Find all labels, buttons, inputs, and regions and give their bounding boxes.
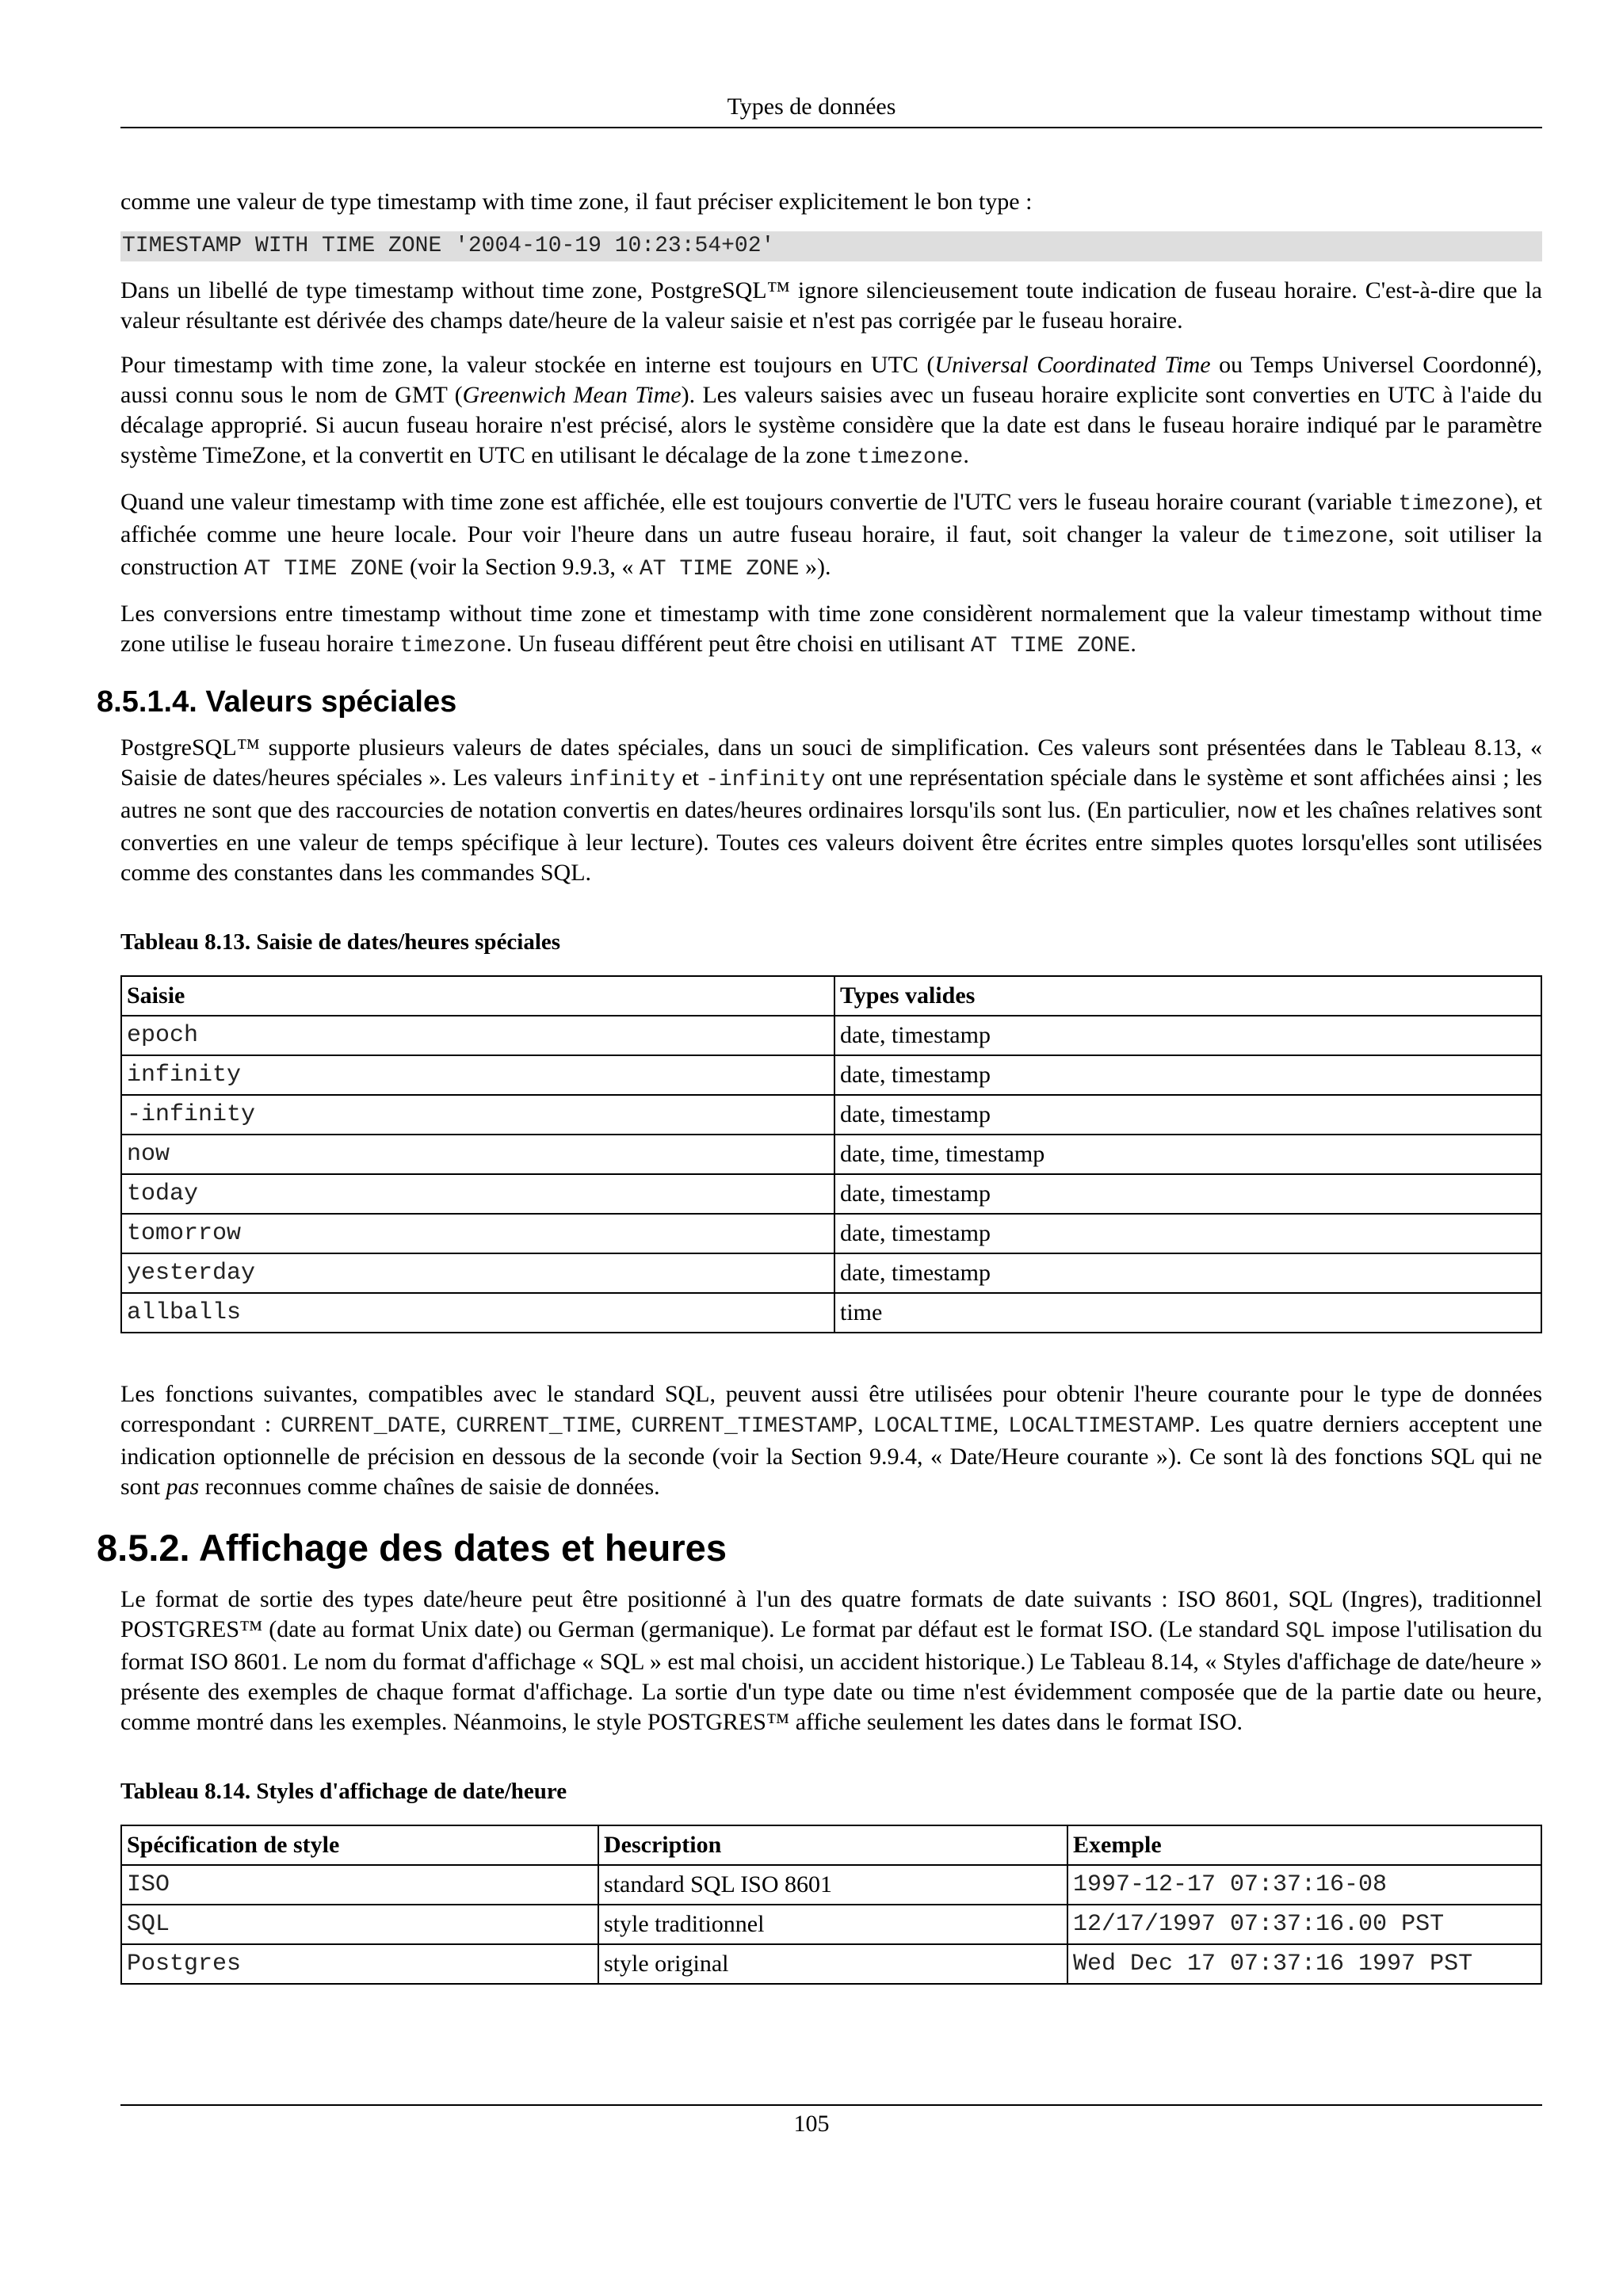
table-row bbox=[121, 1214, 1541, 1253]
footer-rule bbox=[120, 2104, 1542, 2106]
table-cell: infinity bbox=[121, 1055, 834, 1095]
paragraph-without-time-zone: Dans un libellé de type timestamp without time zone, PostgreSQL™ ignore silencieusement toute indication de fuseau horaire. C'est-à-dire que la valeur résultante est dérivée des champs date/heure de la valeur saisie et n'est pas corrigée par le fuseau horaire. bbox=[120, 277, 1542, 334]
table-row bbox=[121, 1905, 1541, 1944]
table-row bbox=[121, 1016, 1541, 1055]
paragraph-output-format: Le format de sortie des types date/heure peut être positionné à l'un des quatre formats de date suivants : ISO 8601, SQL (Ingres), traditionnel POSTGRES™ (date au format Unix date) ou German (germanique). Le format par défaut est le format ISO. (Le standard SQL impose l'utilisation du format ISO 8601. Le nom du format d'affichage « SQL » est mal choisi, un accident historique.) Le Tableau 8.14, « Styles d'affichage de date/heure » présente des exemples de chaque format d'affichage. La sortie d'un type date ou time n'est évidemment composée que de la partie date ou heure, comme montré dans les exemples. Néanmoins, le style POSTGRES™ affiche seulement les dates dans le format ISO. bbox=[120, 1586, 1542, 1735]
table-cell: today bbox=[121, 1174, 834, 1214]
paragraph-conversions: Les conversions entre timestamp without time zone et timestamp with time zone considèrent normalement que la valeur timestamp without time zone utilise le fuseau horaire timezone. Un fuseau différent peut être choisi en utilisant AT TIME ZONE. bbox=[120, 601, 1542, 658]
column-header: Types valides bbox=[834, 976, 1541, 1016]
table-cell: date, time, timestamp bbox=[834, 1135, 1541, 1174]
table-cell: date, timestamp bbox=[834, 1095, 1541, 1135]
table-14-display-styles bbox=[120, 1825, 1542, 1985]
table-row bbox=[121, 1865, 1541, 1905]
table-cell: tomorrow bbox=[121, 1214, 834, 1253]
column-header: Exemple bbox=[1067, 1825, 1541, 1865]
table-cell: date, timestamp bbox=[834, 1253, 1541, 1293]
table-cell: date, timestamp bbox=[834, 1214, 1541, 1253]
table-14-title: Tableau 8.14. Styles d'affichage de date/heure bbox=[120, 1779, 567, 1804]
table-cell: standard SQL ISO 8601 bbox=[598, 1865, 1067, 1905]
section-heading-special-values: 8.5.1.4. Valeurs spéciales bbox=[97, 685, 457, 719]
column-header: Spécification de style bbox=[121, 1825, 598, 1865]
table-cell: date, timestamp bbox=[834, 1174, 1541, 1214]
code-example: TIMESTAMP WITH TIME ZONE '2004-10-19 10:23:54+02' bbox=[120, 231, 1542, 261]
table-cell: Postgres bbox=[121, 1944, 598, 1984]
table-cell: epoch bbox=[121, 1016, 834, 1055]
table-cell: style original bbox=[598, 1944, 1067, 1984]
page-number: 105 bbox=[793, 2111, 830, 2137]
table-cell: yesterday bbox=[121, 1253, 834, 1293]
table-cell: now bbox=[121, 1135, 834, 1174]
table-row bbox=[121, 1135, 1541, 1174]
table-cell: Wed Dec 17 07:37:16 1997 PST bbox=[1067, 1944, 1541, 1984]
table-cell: SQL bbox=[121, 1905, 598, 1944]
table-row bbox=[121, 1095, 1541, 1135]
paragraph-intro: comme une valeur de type timestamp with time zone, il faut préciser explicitement le bon type : bbox=[120, 189, 1033, 215]
running-header: Types de données bbox=[727, 93, 896, 120]
table-header-row bbox=[121, 976, 1541, 1016]
table-cell: 12/17/1997 07:37:16.00 PST bbox=[1067, 1905, 1541, 1944]
table-cell: date, timestamp bbox=[834, 1055, 1541, 1095]
table-13-special-dates bbox=[120, 975, 1542, 1333]
column-header: Description bbox=[598, 1825, 1067, 1865]
paragraph-special-values: PostgreSQL™ supporte plusieurs valeurs de dates spéciales, dans un souci de simplification. Ces valeurs sont présentées dans le Tableau 8.13, « Saisie de dates/heures spéciales ». Les valeurs infinity et -infinity ont une représentation spéciale dans le système et sont affichées ainsi ; les autres ne sont que des raccourcies de notation convertis en dates/heures ordinaires lorsqu'ils sont lus. (En particulier, now et les chaînes relatives sont converties en une valeur de temps spécifique à leur lecture). Toutes ces valeurs doivent être écrites entre simples quotes lorsqu'elles sont utilisées comme des constantes dans les commandes SQL. bbox=[120, 734, 1542, 886]
table-row bbox=[121, 1293, 1541, 1333]
section-heading-display: 8.5.2. Affichage des dates et heures bbox=[97, 1527, 727, 1569]
table-cell: date, timestamp bbox=[834, 1016, 1541, 1055]
paragraph-display-conversion: Quand une valeur timestamp with time zone est affichée, elle est toujours convertie de l'UTC vers le fuseau horaire courant (variable timezone), et affichée comme une heure locale. Pour voir l'heure dans un autre fuseau horaire, il faut, soit changer la valeur de timezone, soit utiliser la construction AT TIME ZONE (voir la Section 9.9.3, « AT TIME ZONE »). bbox=[120, 489, 1542, 582]
paragraph-utc-storage: Pour timestamp with time zone, la valeur stockée en interne est toujours en UTC (Universal Coordinated Time ou Temps Universel Coordonné), aussi connu sous le nom de GMT (Greenwich Mean Time). Les valeurs saisies avec un fuseau horaire explicite sont converties en UTC à l'aide du décalage approprié. Si aucun fuseau horaire n'est précisé, alors le système considère que la date est dans le fuseau horaire indiqué par le paramètre système TimeZone, et la convertit en UTC en utilisant le décalage de la zone timezone. bbox=[120, 352, 1543, 470]
paragraph-current-functions: Les fonctions suivantes, compatibles avec le standard SQL, peuvent aussi être utilisées pour obtenir l'heure courante pour le type de données correspondant : CURRENT_DATE, CURRENT_TIME, CURRENT_TIMESTAMP, LOCALTIME, LOCALTIMESTAMP. Les quatre derniers acceptent une indication optionnelle de précision en dessous de la seconde (voir la Section 9.9.4, « Date/Heure courante »). Ce sont là des fonctions SQL qui ne sont pas reconnues comme chaînes de saisie de données. bbox=[120, 1381, 1543, 1500]
table-13-title: Tableau 8.13. Saisie de dates/heures spéciales bbox=[120, 929, 561, 955]
column-header: Saisie bbox=[121, 976, 834, 1016]
table-row bbox=[121, 1944, 1541, 1984]
table-header-row bbox=[121, 1825, 1541, 1865]
table-cell: style traditionnel bbox=[598, 1905, 1067, 1944]
header-rule bbox=[120, 127, 1542, 128]
table-row bbox=[121, 1174, 1541, 1214]
table-cell: ISO bbox=[121, 1865, 598, 1905]
table-row bbox=[121, 1055, 1541, 1095]
table-cell: time bbox=[834, 1293, 1541, 1333]
table-cell: -infinity bbox=[121, 1095, 834, 1135]
table-row bbox=[121, 1253, 1541, 1293]
table-cell: 1997-12-17 07:37:16-08 bbox=[1067, 1865, 1541, 1905]
table-cell: allballs bbox=[121, 1293, 834, 1333]
page-content bbox=[97, 187, 1543, 2031]
